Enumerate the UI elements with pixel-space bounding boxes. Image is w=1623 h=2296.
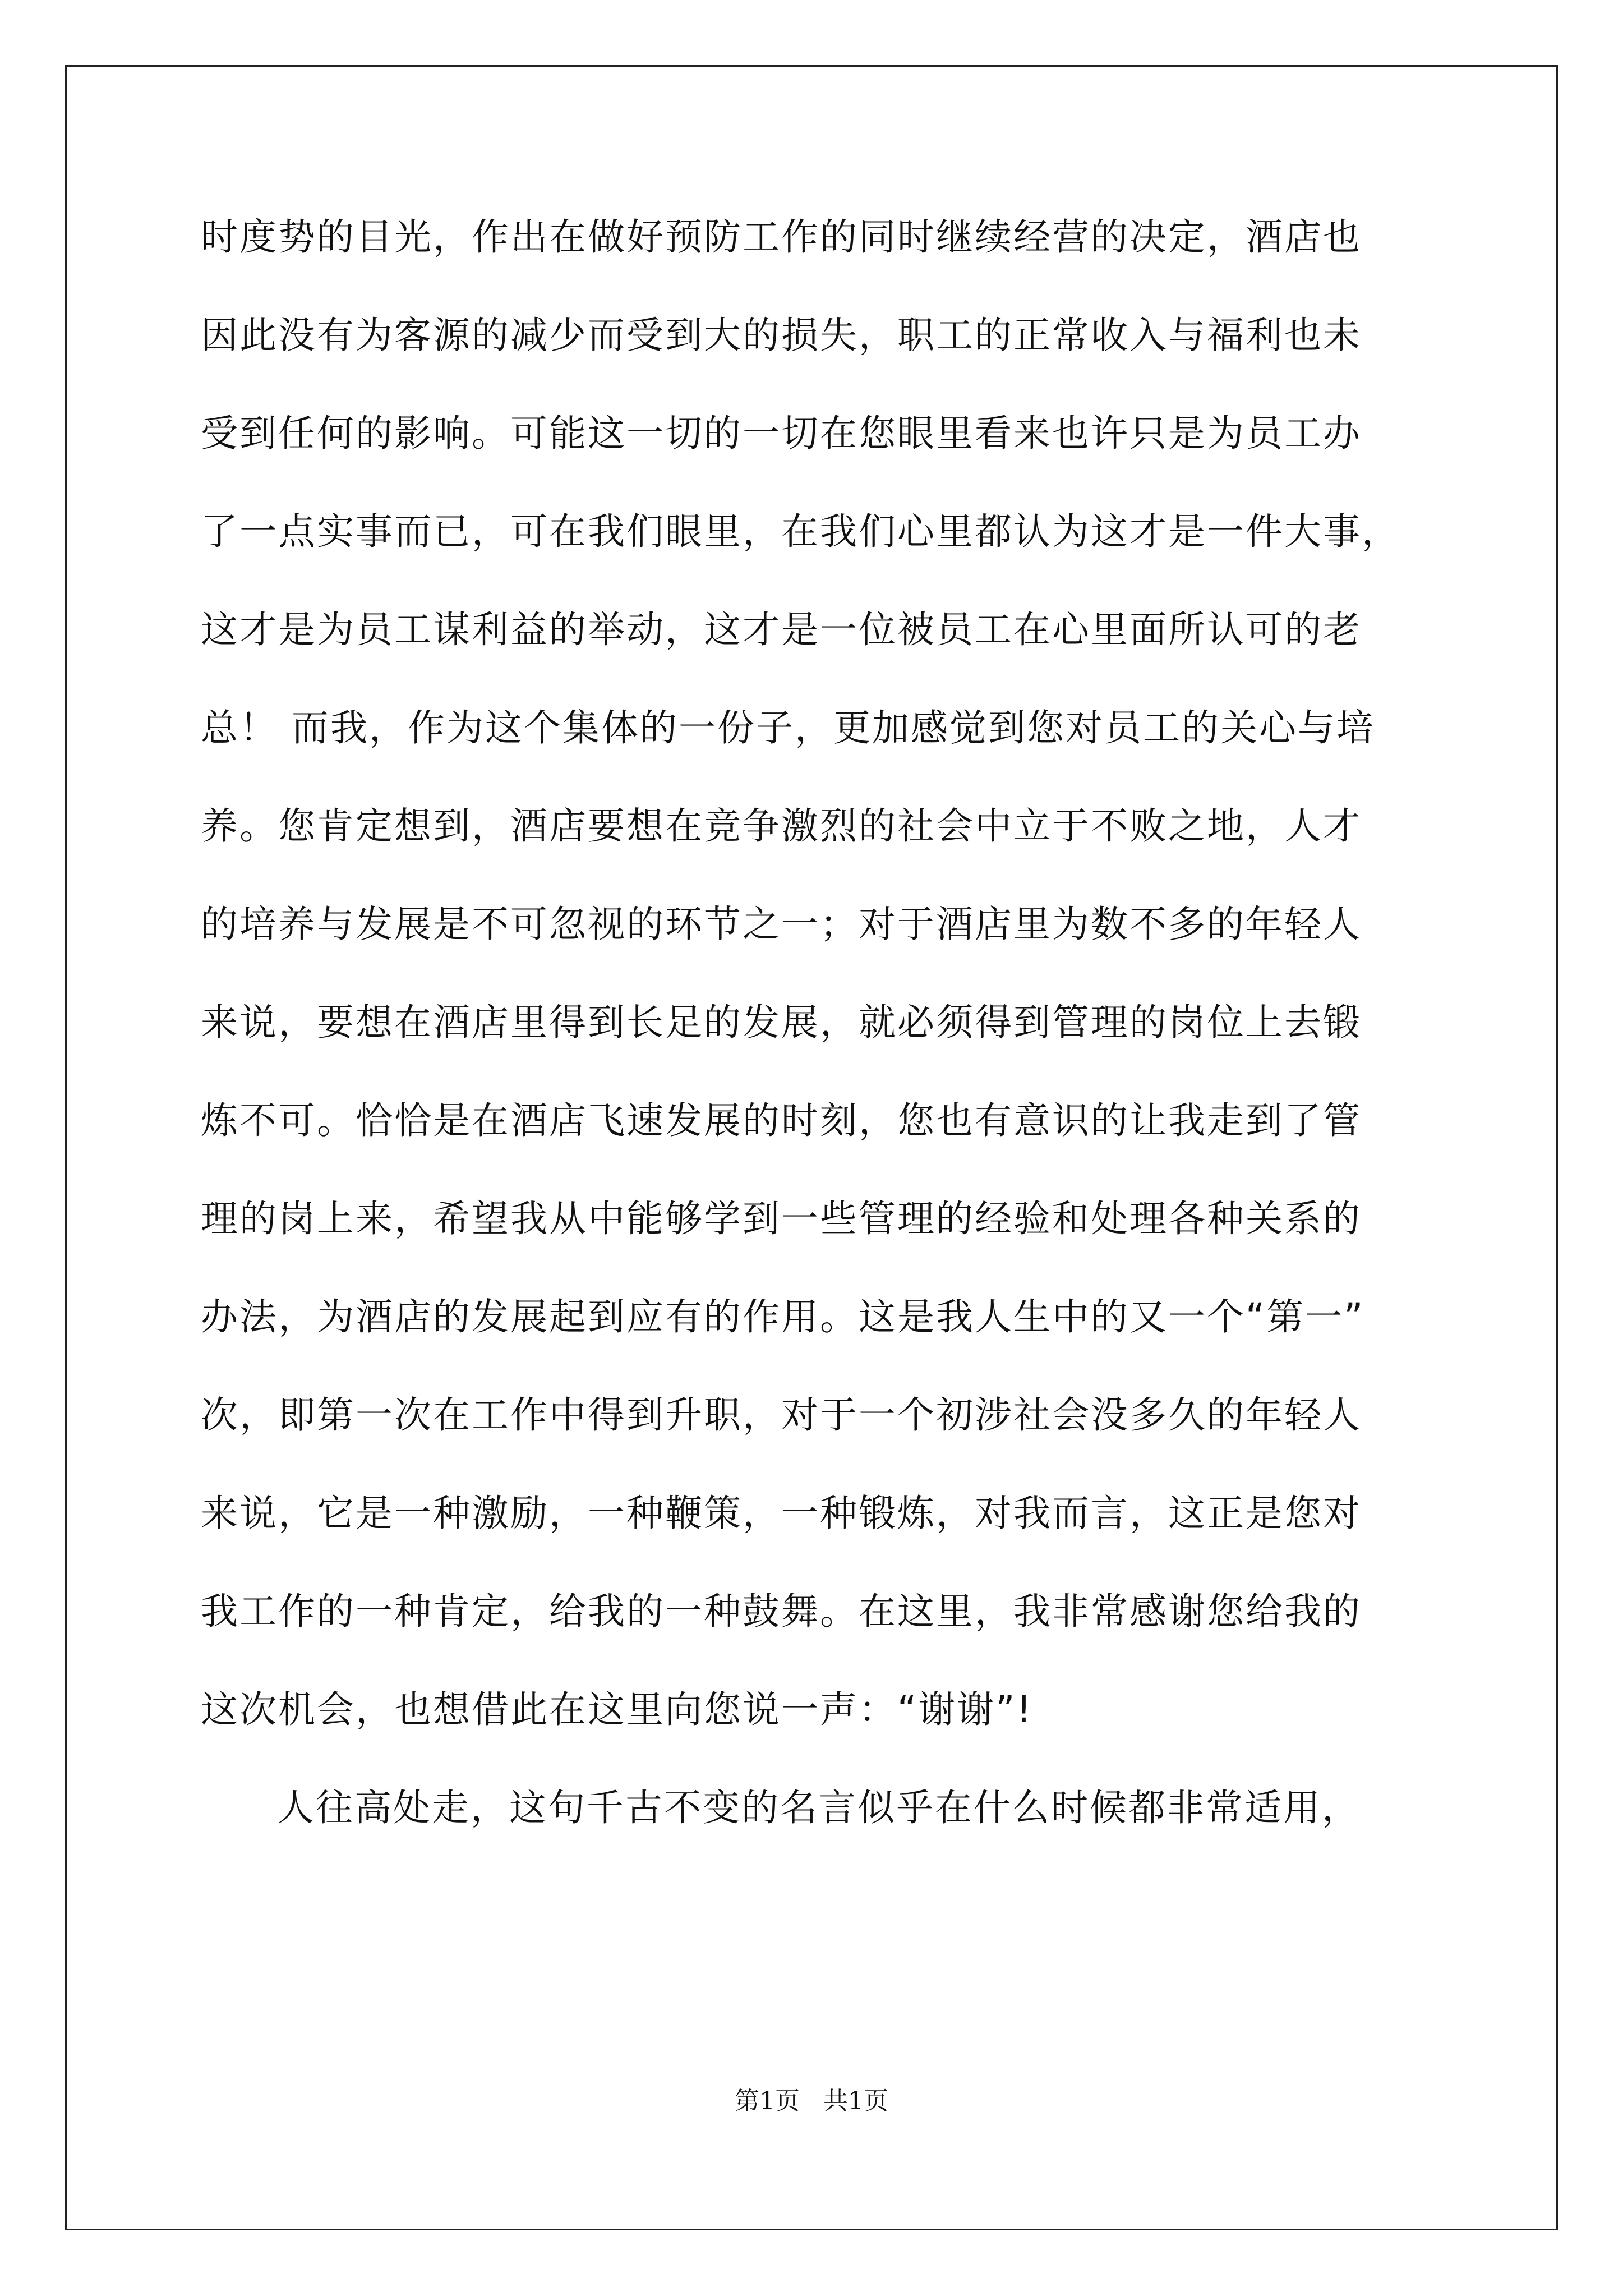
text-line: 时度势的目光，作出在做好预防工作的同时继续经营的决定，酒店也: [201, 215, 1362, 259]
text-line: 来说，它是一种激励，一种鞭策，一种锻炼，对我而言，这正是您对: [201, 1492, 1362, 1535]
text-line: 因此没有为客源的减少而受到大的损失，职工的正常收入与福利也未: [201, 314, 1362, 357]
text-line: 办法，为酒店的发展起到应有的作用。这是我人生中的又一个“第一”: [201, 1295, 1365, 1338]
text-line: 人往高处走，这句千古不变的名言似乎在什么时候都非常适用，: [277, 1786, 1361, 1829]
text-line: 了一点实事而已，可在我们眼里，在我们心里都认为这才是一件大事，: [201, 510, 1400, 553]
text-line: 炼不可。恰恰是在酒店飞速发展的时刻，您也有意识的让我走到了管: [201, 1099, 1362, 1142]
text-line: 这次机会，也想借此在这里向您说一声：“谢谢”!: [201, 1688, 1033, 1731]
page-number: 第1页: [735, 2087, 800, 2115]
text-line: 的培养与发展是不可忽视的环节之一；对于酒店里为数不多的年轻人: [201, 903, 1362, 946]
page-footer: [0, 2089, 1623, 2114]
text-line: 我工作的一种肯定，给我的一种鼓舞。在这里，我非常感谢您给我的: [201, 1590, 1362, 1633]
text-line: 理的岗上来，希望我从中能够学到一些管理的经验和处理各种关系的: [201, 1197, 1362, 1240]
text-line: 受到任何的影响。可能这一切的一切在您眼里看来也许只是为员工办: [201, 412, 1362, 455]
text-line: 总！ 而我，作为这个集体的一份子，更加感觉到您对员工的关心与培: [201, 706, 1375, 749]
text-line: 来说，要想在酒店里得到长足的发展，就必须得到管理的岗位上去锻: [201, 1001, 1362, 1044]
document-body: [201, 215, 1429, 1888]
text-line: 这才是为员工谋利益的举动，这才是一位被员工在心里面所认可的老: [201, 608, 1362, 651]
text-line: 次，即第一次在工作中得到升职，对于一个初涉社会没多久的年轻人: [201, 1393, 1362, 1437]
footer-gap: [800, 2087, 823, 2115]
text-line: 养。您肯定想到，酒店要想在竞争激烈的社会中立于不败之地，人才: [201, 804, 1362, 848]
page-total: 共1页: [823, 2087, 888, 2115]
